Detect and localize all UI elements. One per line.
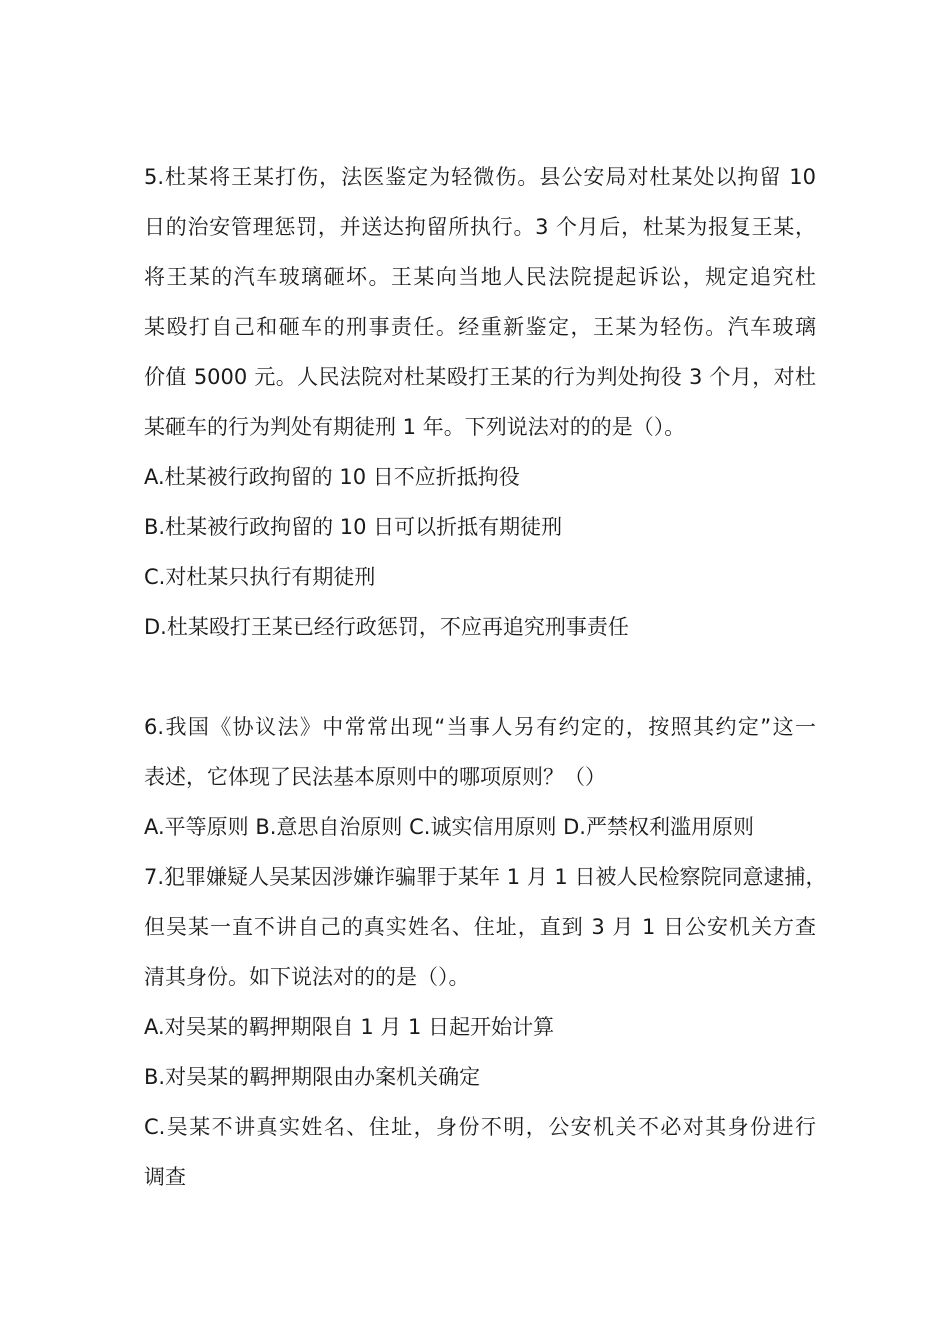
answer-option-c: C.吴某不讲真实姓名、住址，身份不明，公安机关不必对其身份进行 <box>144 1115 816 1139</box>
answer-options-inline: A.平等原则 B.意思自治原则 C.诚实信用原则 D.严禁权利滥用原则 <box>144 815 754 839</box>
question-text-line: 清其身份。如下说法对的的是（）。 <box>144 965 470 989</box>
question-6 <box>144 702 816 852</box>
question-text-line: 6.我国《协议法》中常常出现“当事人另有约定的，按照其约定”这一 <box>144 715 816 739</box>
question-text-line: 某砸车的行为判处有期徒刑 1 年。下列说法对的的是（）。 <box>144 415 686 439</box>
question-5 <box>144 152 816 652</box>
question-spacer <box>144 652 816 702</box>
answer-option-a: A.对吴某的羁押期限自 1 月 1 日起开始计算 <box>144 1015 555 1039</box>
question-text-line: 5.杜某将王某打伤，法医鉴定为轻微伤。县公安局对杜某处以拘留 10 <box>144 165 816 189</box>
answer-option-a: A.杜某被行政拘留的 10 日不应折抵拘役 <box>144 465 520 489</box>
question-text-line: 日的治安管理惩罚，并送达拘留所执行。3 个月后，杜某为报复王某， <box>144 215 816 239</box>
question-text-line: 将王某的汽车玻璃砸坏。王某向当地人民法院提起诉讼，规定追究杜 <box>144 265 816 289</box>
answer-option-c: C.对杜某只执行有期徒刑 <box>144 565 376 589</box>
answer-option-d: D.杜某殴打王某已经行政惩罚，不应再追究刑事责任 <box>144 615 629 639</box>
document-content <box>144 152 827 1202</box>
question-text-line: 某殴打自己和砸车的刑事责任。经重新鉴定，王某为轻伤。汽车玻璃 <box>144 315 816 339</box>
answer-option-c-continued: 调查 <box>144 1165 186 1189</box>
answer-option-b: B.对吴某的羁押期限由办案机关确定 <box>144 1065 481 1089</box>
question-text-line: 7.犯罪嫌疑人吴某因涉嫌诈骗罪于某年 1 月 1 日被人民检察院同意逮捕， <box>144 865 827 889</box>
question-text-line: 价值 5000 元。人民法院对杜某殴打王某的行为判处拘役 3 个月，对杜 <box>144 365 816 389</box>
question-text-line: 表述，它体现了民法基本原则中的哪项原则？（） <box>144 765 606 789</box>
question-7 <box>144 852 827 1202</box>
question-text-line: 但吴某一直不讲自己的真实姓名、住址，直到 3 月 1 日公安机关方查 <box>144 915 816 939</box>
answer-option-b: B.杜某被行政拘留的 10 日可以折抵有期徒刑 <box>144 515 563 539</box>
